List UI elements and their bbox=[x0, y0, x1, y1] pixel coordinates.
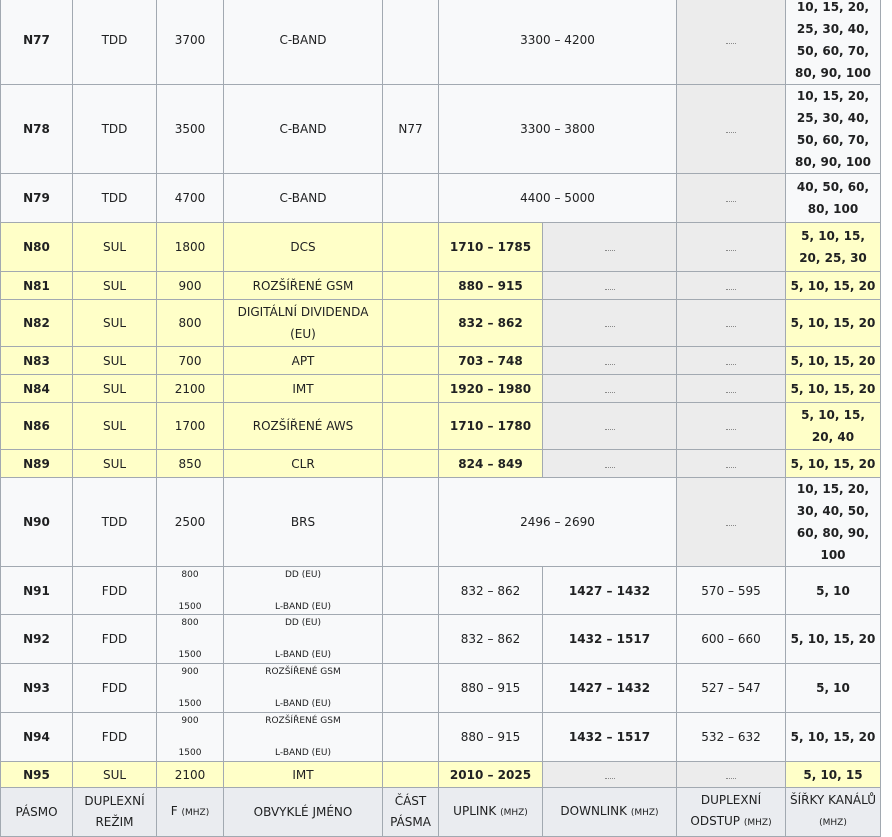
uplink-cell: 880 – 915 bbox=[439, 664, 543, 713]
header-duplex-spacing-label: DUPLEXNÍ ODSTUP bbox=[690, 793, 762, 828]
dash-mark bbox=[605, 246, 615, 251]
header-duplex-mode[interactable] bbox=[73, 788, 157, 837]
common-name-cell: C-BAND bbox=[224, 85, 383, 174]
frequency-cell bbox=[157, 664, 224, 713]
common-name-1: DD (EU) bbox=[284, 569, 322, 580]
not-applicable-cell bbox=[677, 450, 786, 478]
duplex-mode-cell: SUL bbox=[73, 403, 157, 450]
header-frequency[interactable] bbox=[157, 788, 224, 837]
common-name-cell: IMT bbox=[224, 375, 383, 403]
band-part-cell bbox=[383, 450, 439, 478]
frequency-cell: 1700 bbox=[157, 403, 224, 450]
common-name-cell bbox=[224, 615, 383, 664]
table-row bbox=[1, 223, 881, 272]
frequency-cell: 2100 bbox=[157, 762, 224, 788]
band-cell: N92 bbox=[1, 615, 73, 664]
header-band-label: PÁSMO bbox=[15, 804, 58, 819]
uplink-cell: 832 – 862 bbox=[439, 567, 543, 615]
dash-mark bbox=[726, 425, 736, 430]
table-row bbox=[1, 300, 881, 347]
duplex-spacing-cell: 532 – 632 bbox=[677, 713, 786, 762]
common-name-cell: CLR bbox=[224, 450, 383, 478]
frequency-2: 1500 bbox=[178, 601, 202, 612]
table-row bbox=[1, 347, 881, 375]
band-cell: N78 bbox=[1, 85, 73, 174]
frequency-cell: 900 bbox=[157, 272, 224, 300]
dash-mark bbox=[726, 360, 736, 365]
header-channel-widths-label: ŠÍŘKY KANÁLŮ bbox=[790, 793, 877, 807]
table-row bbox=[1, 174, 881, 223]
band-cell: N94 bbox=[1, 713, 73, 762]
header-band[interactable] bbox=[1, 788, 73, 837]
duplex-mode-cell: TDD bbox=[73, 0, 157, 85]
duplex-mode-cell: SUL bbox=[73, 450, 157, 478]
frequency-cell bbox=[157, 713, 224, 762]
table-row bbox=[1, 272, 881, 300]
common-name-1: DD (EU) bbox=[284, 618, 322, 628]
channel-widths-cell: 5, 10 bbox=[786, 664, 881, 713]
band-part-cell bbox=[383, 478, 439, 567]
header-duplex-mode-label: DUPLEXNÍ REŽIM bbox=[84, 794, 145, 829]
duplex-mode-cell: SUL bbox=[73, 762, 157, 788]
header-duplex-spacing-unit: (MHZ) bbox=[743, 818, 772, 828]
duplex-mode-cell: TDD bbox=[73, 478, 157, 567]
dash-mark bbox=[605, 425, 615, 430]
frequency-cell: 1800 bbox=[157, 223, 224, 272]
dash-mark bbox=[726, 463, 736, 468]
not-applicable-cell bbox=[543, 762, 677, 788]
frequency-1: 900 bbox=[181, 716, 199, 726]
not-applicable-cell bbox=[677, 347, 786, 375]
frequency-range-cell: 3300 – 3800 bbox=[439, 85, 677, 174]
common-name-cell: DIGITÁLNÍ DIVIDENDA (EU) bbox=[224, 300, 383, 347]
duplex-mode-cell: FDD bbox=[73, 713, 157, 762]
uplink-cell: 880 – 915 bbox=[439, 713, 543, 762]
band-cell: N90 bbox=[1, 478, 73, 567]
frequency-cell: 3700 bbox=[157, 0, 224, 85]
dash-mark bbox=[726, 388, 736, 393]
band-cell: N83 bbox=[1, 347, 73, 375]
channel-widths-cell: 5, 10, 15, 20 bbox=[786, 375, 881, 403]
common-name-1: ROZŠÍŘENÉ GSM bbox=[265, 667, 341, 677]
common-name-cell: DCS bbox=[224, 223, 383, 272]
duplex-mode-cell: TDD bbox=[73, 85, 157, 174]
duplex-mode-cell: TDD bbox=[73, 174, 157, 223]
table-row bbox=[1, 478, 881, 567]
dash-mark bbox=[726, 246, 736, 251]
header-common-name[interactable] bbox=[224, 788, 383, 837]
frequency-cell bbox=[157, 615, 224, 664]
frequency-cell: 850 bbox=[157, 450, 224, 478]
common-name-cell: C-BAND bbox=[224, 174, 383, 223]
dash-mark bbox=[605, 774, 615, 779]
dash-mark bbox=[726, 322, 736, 327]
band-part-cell bbox=[383, 272, 439, 300]
band-cell: N79 bbox=[1, 174, 73, 223]
duplex-spacing-cell: 570 – 595 bbox=[677, 567, 786, 615]
band-cell: N81 bbox=[1, 272, 73, 300]
downlink-cell: 1432 – 1517 bbox=[543, 713, 677, 762]
duplex-mode-cell: SUL bbox=[73, 272, 157, 300]
band-cell: N86 bbox=[1, 403, 73, 450]
duplex-spacing-cell: 527 – 547 bbox=[677, 664, 786, 713]
header-channel-widths-unit: (MHZ) bbox=[819, 818, 847, 828]
dash-mark bbox=[726, 521, 736, 526]
uplink-cell: 1920 – 1980 bbox=[439, 375, 543, 403]
header-downlink[interactable] bbox=[543, 788, 677, 837]
channel-widths-cell: 5, 10, 15, 20 bbox=[786, 347, 881, 375]
table-row bbox=[1, 762, 881, 788]
frequency-cell: 3500 bbox=[157, 85, 224, 174]
frequency-2: 1500 bbox=[178, 699, 202, 709]
dash-mark bbox=[726, 774, 736, 779]
dash-mark bbox=[726, 197, 736, 202]
downlink-cell: 1427 – 1432 bbox=[543, 664, 677, 713]
frequency-cell bbox=[157, 567, 224, 615]
band-part-cell bbox=[383, 375, 439, 403]
frequency-1: 900 bbox=[181, 667, 199, 677]
common-name-cell: ROZŠÍŘENÉ AWS bbox=[224, 403, 383, 450]
downlink-cell: 1432 – 1517 bbox=[543, 615, 677, 664]
channel-widths-cell: 10, 15, 20, 30, 40, 50, 60, 80, 90, 100 bbox=[786, 478, 881, 567]
dash-mark bbox=[605, 360, 615, 365]
header-band-part[interactable] bbox=[383, 788, 439, 837]
band-part-cell: N77 bbox=[383, 85, 439, 174]
common-name-cell: ROZŠÍŘENÉ GSM bbox=[224, 272, 383, 300]
channel-widths-cell: 10, 15, 20, 25, 30, 40, 50, 60, 70, 80, 90, 100 bbox=[786, 0, 881, 85]
band-part-cell bbox=[383, 615, 439, 664]
band-part-cell bbox=[383, 713, 439, 762]
header-downlink-label: DOWNLINK bbox=[560, 803, 628, 818]
band-cell: N89 bbox=[1, 450, 73, 478]
not-applicable-cell bbox=[677, 478, 786, 567]
channel-widths-cell: 10, 15, 20, 25, 30, 40, 50, 60, 70, 80, 90, 100 bbox=[786, 85, 881, 174]
header-frequency-label: F bbox=[170, 803, 178, 818]
dash-mark bbox=[726, 39, 736, 44]
band-cell: N91 bbox=[1, 567, 73, 615]
table-row bbox=[1, 713, 881, 762]
not-applicable-cell bbox=[677, 0, 786, 85]
frequency-cell: 2100 bbox=[157, 375, 224, 403]
frequency-1: 800 bbox=[181, 569, 199, 580]
not-applicable-cell bbox=[677, 762, 786, 788]
not-applicable-cell bbox=[677, 85, 786, 174]
channel-widths-cell: 5, 10, 15, 20 bbox=[786, 450, 881, 478]
common-name-cell: APT bbox=[224, 347, 383, 375]
common-name-1: ROZŠÍŘENÉ GSM bbox=[265, 716, 341, 726]
not-applicable-cell bbox=[677, 403, 786, 450]
not-applicable-cell bbox=[543, 347, 677, 375]
duplex-mode-cell: SUL bbox=[73, 347, 157, 375]
table-row bbox=[1, 664, 881, 713]
uplink-cell: 832 – 862 bbox=[439, 300, 543, 347]
band-part-cell bbox=[383, 403, 439, 450]
band-part-cell bbox=[383, 223, 439, 272]
uplink-cell: 703 – 748 bbox=[439, 347, 543, 375]
common-name-cell: C-BAND bbox=[224, 0, 383, 85]
frequency-range-cell: 3300 – 4200 bbox=[439, 0, 677, 85]
common-name-2: L-BAND (EU) bbox=[275, 748, 331, 758]
not-applicable-cell bbox=[543, 403, 677, 450]
header-frequency-unit: (MHZ) bbox=[181, 807, 210, 818]
channel-widths-cell: 5, 10, 15, 20, 25, 30 bbox=[786, 223, 881, 272]
dash-mark bbox=[605, 285, 615, 290]
common-name-cell bbox=[224, 664, 383, 713]
common-name-cell: BRS bbox=[224, 478, 383, 567]
downlink-cell: 1427 – 1432 bbox=[543, 567, 677, 615]
channel-widths-cell: 40, 50, 60, 80, 100 bbox=[786, 174, 881, 223]
frequency-cell: 4700 bbox=[157, 174, 224, 223]
channel-widths-cell: 5, 10, 15, 20 bbox=[786, 272, 881, 300]
duplex-mode-cell: FDD bbox=[73, 615, 157, 664]
table-row bbox=[1, 450, 881, 478]
header-duplex-spacing[interactable] bbox=[677, 788, 786, 837]
dash-mark bbox=[605, 388, 615, 393]
frequency-cell: 700 bbox=[157, 347, 224, 375]
header-uplink-label: UPLINK bbox=[453, 803, 497, 818]
not-applicable-cell bbox=[677, 223, 786, 272]
frequency-1: 800 bbox=[181, 618, 199, 628]
band-cell: N80 bbox=[1, 223, 73, 272]
header-common-name-label: OBVYKLÉ JMÉNO bbox=[253, 804, 353, 819]
duplex-mode-cell: SUL bbox=[73, 375, 157, 403]
band-cell: N77 bbox=[1, 0, 73, 85]
dash-mark bbox=[726, 285, 736, 290]
uplink-cell: 832 – 862 bbox=[439, 615, 543, 664]
uplink-cell: 2010 – 2025 bbox=[439, 762, 543, 788]
band-part-cell bbox=[383, 300, 439, 347]
channel-widths-cell: 5, 10, 15 bbox=[786, 762, 881, 788]
band-part-cell bbox=[383, 347, 439, 375]
duplex-mode-cell: FDD bbox=[73, 567, 157, 615]
band-part-cell bbox=[383, 664, 439, 713]
channel-widths-cell: 5, 10 bbox=[786, 567, 881, 615]
band-cell: N93 bbox=[1, 664, 73, 713]
header-downlink-unit: (MHZ) bbox=[630, 807, 659, 818]
not-applicable-cell bbox=[543, 272, 677, 300]
band-cell: N84 bbox=[1, 375, 73, 403]
table-row bbox=[1, 375, 881, 403]
frequency-range-cell: 2496 – 2690 bbox=[439, 478, 677, 567]
table-row bbox=[1, 615, 881, 664]
common-name-cell: IMT bbox=[224, 762, 383, 788]
common-name-cell bbox=[224, 713, 383, 762]
duplex-mode-cell: SUL bbox=[73, 300, 157, 347]
common-name-2: L-BAND (EU) bbox=[275, 601, 331, 612]
header-uplink[interactable] bbox=[439, 788, 543, 837]
uplink-cell: 824 – 849 bbox=[439, 450, 543, 478]
table-row bbox=[1, 403, 881, 450]
duplex-mode-cell: FDD bbox=[73, 664, 157, 713]
header-band-part-label: ČÁST PÁSMA bbox=[390, 794, 431, 829]
channel-widths-cell: 5, 10, 15, 20 bbox=[786, 713, 881, 762]
column-header-row bbox=[1, 788, 881, 837]
channel-widths-cell: 5, 10, 15, 20, 40 bbox=[786, 403, 881, 450]
header-channel-widths[interactable] bbox=[786, 788, 881, 837]
uplink-cell: 1710 – 1780 bbox=[439, 403, 543, 450]
table-row bbox=[1, 0, 881, 85]
band-part-cell bbox=[383, 762, 439, 788]
frequency-2: 1500 bbox=[178, 650, 202, 660]
duplex-spacing-cell: 600 – 660 bbox=[677, 615, 786, 664]
common-name-2: L-BAND (EU) bbox=[275, 650, 331, 660]
band-cell: N95 bbox=[1, 762, 73, 788]
duplex-mode-cell: SUL bbox=[73, 223, 157, 272]
common-name-cell bbox=[224, 567, 383, 615]
dash-mark bbox=[726, 128, 736, 133]
not-applicable-cell bbox=[543, 450, 677, 478]
common-name-2: L-BAND (EU) bbox=[275, 699, 331, 709]
not-applicable-cell bbox=[543, 300, 677, 347]
table-row bbox=[1, 567, 881, 615]
not-applicable-cell bbox=[677, 174, 786, 223]
dash-mark bbox=[605, 322, 615, 327]
frequency-cell: 800 bbox=[157, 300, 224, 347]
not-applicable-cell bbox=[677, 375, 786, 403]
not-applicable-cell bbox=[543, 375, 677, 403]
band-part-cell bbox=[383, 0, 439, 85]
frequency-cell: 2500 bbox=[157, 478, 224, 567]
frequency-range-cell: 4400 – 5000 bbox=[439, 174, 677, 223]
table-row bbox=[1, 85, 881, 174]
band-part-cell bbox=[383, 174, 439, 223]
not-applicable-cell bbox=[677, 300, 786, 347]
uplink-cell: 1710 – 1785 bbox=[439, 223, 543, 272]
header-uplink-unit: (MHZ) bbox=[500, 807, 528, 818]
not-applicable-cell bbox=[543, 223, 677, 272]
dash-mark bbox=[605, 463, 615, 468]
not-applicable-cell bbox=[677, 272, 786, 300]
channel-widths-cell: 5, 10, 15, 20 bbox=[786, 300, 881, 347]
band-cell: N82 bbox=[1, 300, 73, 347]
band-part-cell bbox=[383, 567, 439, 615]
frequency-2: 1500 bbox=[178, 748, 202, 758]
channel-widths-cell: 5, 10, 15, 20 bbox=[786, 615, 881, 664]
uplink-cell: 880 – 915 bbox=[439, 272, 543, 300]
